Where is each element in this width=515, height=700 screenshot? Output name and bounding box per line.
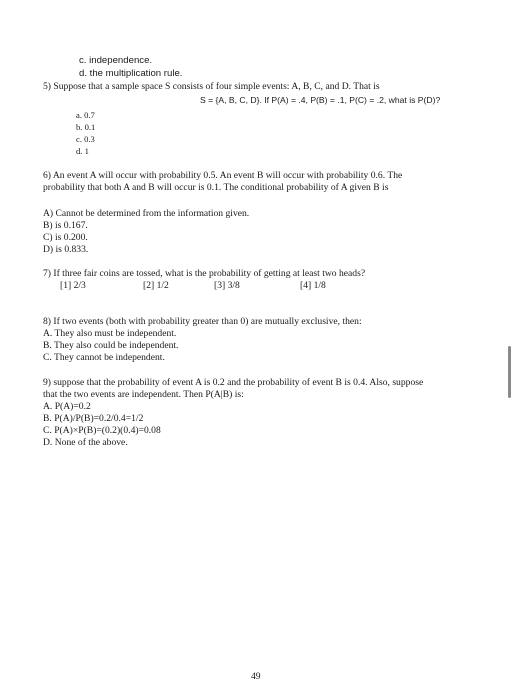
q8-option-c: C. They cannot be independent.: [43, 352, 165, 363]
q6-stem-line2: probability that both A and B will occur is 0.1. The conditional probability of A given B is: [43, 182, 389, 193]
q7-option-4: [4] 1/8: [300, 280, 326, 291]
q5-option-b: b. 0.1: [76, 122, 96, 132]
q6-option-d: D) is 0.833.: [43, 244, 89, 255]
q4-option-c: c. independence.: [79, 55, 153, 66]
q9-option-b: B. P(A)/P(B)=0.2/0.4=1/2: [43, 413, 144, 424]
q9-option-c: C. P(A)×P(B)=(0.2)(0.4)=0.08: [43, 425, 161, 436]
q8-option-a: A. They also must be independent.: [43, 328, 177, 339]
q5-stem: 5) Suppose that a sample space S consists of four simple events: A, B, C, and D. That is: [43, 81, 380, 92]
page-number: 49: [251, 671, 261, 682]
q7-stem: 7) If three fair coins are tossed, what is the probability of getting at least two heads?: [43, 268, 366, 279]
q5-option-d: d. 1: [76, 146, 89, 156]
q7-option-2: [2] 1/2: [143, 280, 169, 291]
q6-option-a: A) Cannot be determined from the information given.: [43, 208, 250, 219]
q7-option-1: [1] 2/3: [60, 280, 86, 291]
q4-option-d: d. the multiplication rule.: [79, 68, 183, 79]
scrollbar-thumb[interactable]: [508, 346, 511, 398]
q5-stem-set: S = {A, B, C, D}. If P(A) = .4, P(B) = .1, P(C) = .2, what is P(D)?: [200, 95, 441, 105]
q8-option-b: B. They also could be independent.: [43, 340, 179, 351]
q8-stem: 8) If two events (both with probability greater than 0) are mutually exclusive, then:: [43, 316, 362, 327]
q9-stem-line2: that the two events are independent. Then P(A|B) is:: [43, 389, 244, 400]
q7-option-3: [3] 3/8: [214, 280, 240, 291]
q9-stem-line1: 9) suppose that the probability of event A is 0.2 and the probability of event B is 0.4. Also, suppose: [43, 377, 424, 388]
q6-option-c: C) is 0.200.: [43, 232, 88, 243]
q5-option-c: c. 0.3: [76, 134, 95, 144]
q6-option-b: B) is 0.167.: [43, 220, 88, 231]
q9-option-d: D. None of the above.: [43, 437, 128, 448]
q5-option-a: a. 0.7: [76, 110, 95, 120]
q6-stem-line1: 6) An event A will occur with probability 0.5. An event B will occur with probability 0.6. The: [43, 170, 403, 181]
q9-option-a: A. P(A)=0.2: [43, 401, 91, 412]
